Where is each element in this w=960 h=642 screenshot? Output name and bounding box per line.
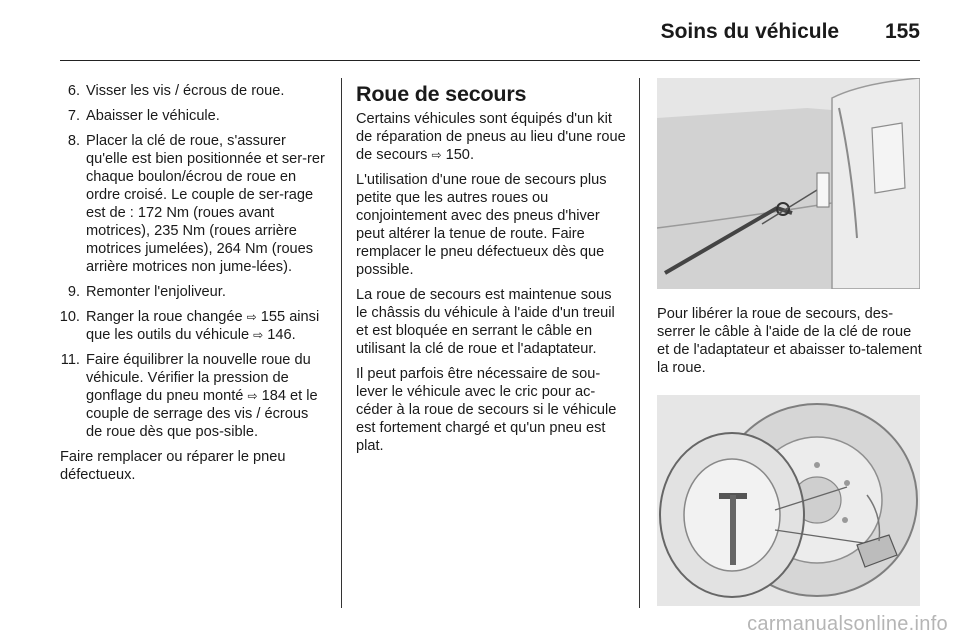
paragraph-jack: Il peut parfois être nécessaire de sou-lever le véhicule avec le cric pour ac-céder à la roue de secours si le véhicule est fortement chargé et qu'un pneu est plat. (356, 366, 617, 454)
page-ref-arrow-icon: ⇨ (246, 310, 257, 324)
page-header (60, 14, 920, 50)
spare-wheel-illustration (657, 395, 920, 606)
step-10: 10. Ranger la roue changée ⇨ 155 ainsi que les outils du véhicule ⇨ 146. (59, 309, 320, 343)
step-9: 9. Remonter l'enjoliveur. (67, 284, 226, 300)
page-ref-arrow-icon: ⇨ (431, 148, 442, 162)
paragraph-repair-kit: Certains véhicules sont équipés d'un kit de réparation de pneus au lieu d'une roue de secours ⇨ 150. (356, 111, 626, 163)
column-divider-1 (341, 78, 342, 608)
closing-paragraph: Faire remplacer ou réparer le pneu défectueux. (60, 449, 286, 483)
wrench-illustration (657, 78, 920, 289)
watermark: carmanualsonline.info (747, 613, 948, 635)
procedure-steps (60, 82, 328, 441)
page-ref-arrow-icon: ⇨ (247, 389, 258, 403)
column-3 (657, 82, 922, 606)
page-ref-link[interactable]: 150 (445, 147, 470, 163)
paragraph-winch: La roue de secours est maintenue sous le châssis du véhicule à l'aide d'un treuil et est bloquée en serrant le câble en utilisant la clé de roue et l'adaptateur. (356, 287, 615, 357)
paragraph-release-wheel: Pour libérer la roue de secours, des-serrer le câble à l'aide de la clé de roue et de l'adaptateur et abaisser to-talement la roue. (657, 306, 922, 376)
step-6: 6. Visser les vis / écrous de roue. (67, 83, 285, 99)
column-2 (356, 82, 626, 462)
column-1 (60, 82, 328, 491)
paragraph-smaller-wheel: L'utilisation d'une roue de secours plus petite que les autres roues ou conjointement avec des pneus d'hiver peut altérer la tenue de route. Faire remplacer le pneu défectueux dès que possible. (356, 172, 607, 278)
page-ref-link[interactable]: 146 (267, 327, 292, 343)
page-ref-link[interactable]: 184 (261, 388, 286, 404)
step-8: 8. Placer la clé de roue, s'assurer qu'elle est bien positionnée et ser-rer chaque boulon/écrou de roue en ordre croisé. Le couple de ser-rage est de : 172 Nm (roues avant motrices), 235 Nm (roues arrière motrices jumelées), 264 Nm (roues arrière motrices non jume-lées). (67, 133, 325, 275)
figure-wheel-wrench-under-vehicle (657, 78, 920, 289)
step-7: 7. Abaisser le véhicule. (67, 108, 220, 124)
page-ref-link[interactable]: 155 (260, 309, 286, 325)
step-11: 11. Faire équilibrer la nouvelle roue du véhicule. Vérifier la pression de gonflage du pneu monté ⇨ 184 et le couple de serrage des vis / écrous de roue dès que pos-sible. (60, 352, 318, 440)
page-ref-arrow-icon: ⇨ (253, 328, 264, 342)
column-divider-2 (639, 78, 640, 608)
page-title: Soins du véhicule (660, 20, 840, 43)
header-divider (60, 60, 920, 61)
page-number: 155 (884, 20, 920, 43)
section-heading: Roue de secours (356, 82, 527, 106)
figure-spare-wheel-adapter (657, 395, 920, 606)
